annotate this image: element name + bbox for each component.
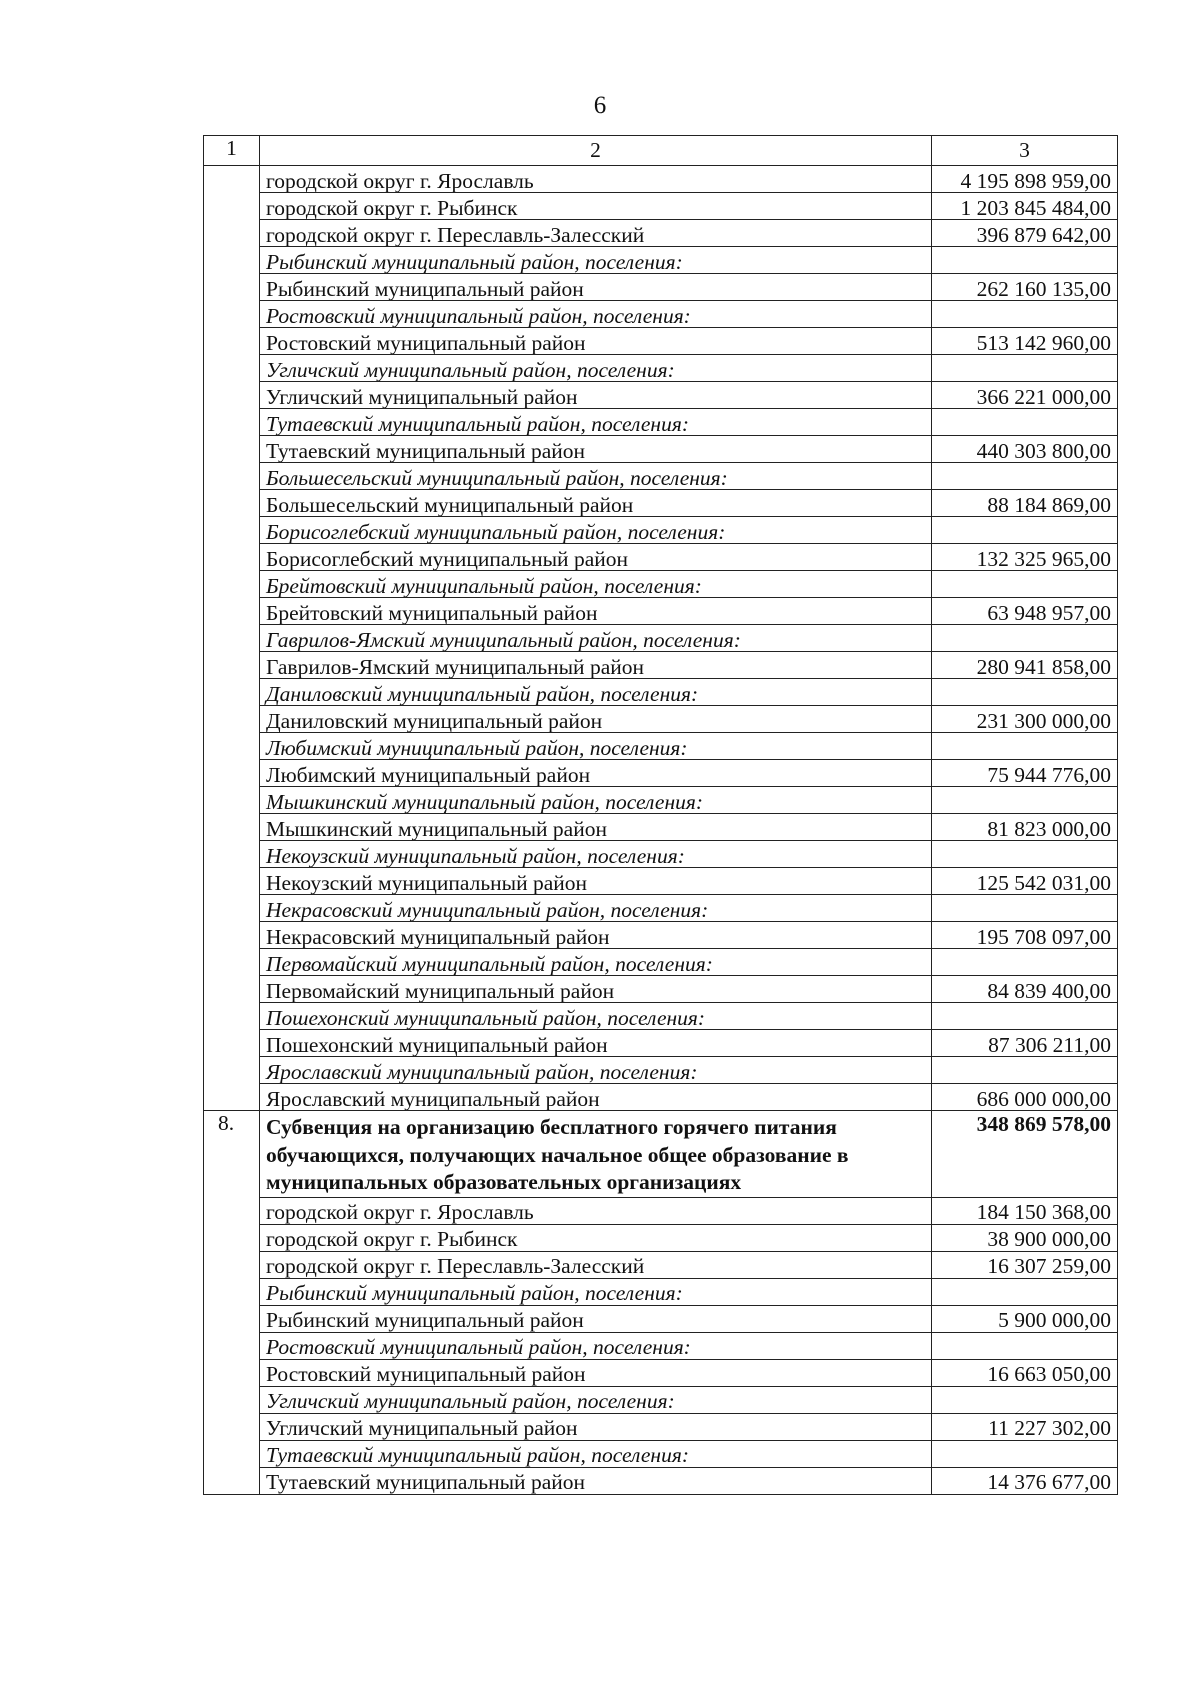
- group-heading-row: [204, 1003, 1118, 1030]
- row-number-cell: [204, 355, 260, 382]
- table-row: [204, 1413, 1118, 1440]
- table-row: [204, 652, 1118, 679]
- row-number-cell: [204, 787, 260, 814]
- row-amount-cell: [932, 571, 1118, 598]
- table-row: [204, 760, 1118, 787]
- row-name-cell: Ярославский муниципальный район: [260, 1084, 932, 1111]
- row-number-cell: [204, 1084, 260, 1111]
- row-amount-cell: [932, 463, 1118, 490]
- row-name-cell: Тутаевский муниципальный район, поселения:: [260, 409, 932, 436]
- row-number-cell: [204, 544, 260, 571]
- row-amount-cell: 5 900 000,00: [932, 1305, 1118, 1332]
- row-amount-cell: 231 300 000,00: [932, 706, 1118, 733]
- row-number-cell: [204, 760, 260, 787]
- row-number-cell: [204, 1197, 260, 1224]
- group-heading-row: [204, 355, 1118, 382]
- table-row: [204, 1084, 1118, 1111]
- row-name-cell: Ростовский муниципальный район, поселения:: [260, 1332, 932, 1359]
- table-row: [204, 436, 1118, 463]
- table-row: [204, 1197, 1118, 1224]
- group-heading-row: [204, 949, 1118, 976]
- row-amount-cell: [932, 1332, 1118, 1359]
- row-amount-cell: 14 376 677,00: [932, 1467, 1118, 1494]
- row-amount-cell: 4 195 898 959,00: [932, 166, 1118, 193]
- row-amount-cell: 366 221 000,00: [932, 382, 1118, 409]
- row-name-cell: Рыбинский муниципальный район, поселения:: [260, 1278, 932, 1305]
- row-amount-cell: 11 227 302,00: [932, 1413, 1118, 1440]
- table-row: [204, 544, 1118, 571]
- row-name-cell: городской округ г. Ярославль: [260, 1197, 932, 1224]
- budget-table: [203, 135, 1118, 1495]
- row-amount-cell: [932, 517, 1118, 544]
- row-number-cell: [204, 1278, 260, 1305]
- group-heading-row: [204, 1278, 1118, 1305]
- row-name-cell: Любимский муниципальный район: [260, 760, 932, 787]
- row-number-cell: [204, 1057, 260, 1084]
- row-amount-cell: 184 150 368,00: [932, 1197, 1118, 1224]
- row-amount-cell: [932, 949, 1118, 976]
- group-heading-row: [204, 1440, 1118, 1467]
- table-row: [204, 1359, 1118, 1386]
- row-name-cell: Борисоглебский муниципальный район, поселения:: [260, 517, 932, 544]
- page-number: 6: [593, 92, 607, 119]
- row-amount-cell: 81 823 000,00: [932, 814, 1118, 841]
- row-amount-cell: [932, 301, 1118, 328]
- row-name-cell: Угличский муниципальный район: [260, 1413, 932, 1440]
- table-row: [204, 1030, 1118, 1057]
- table-row: [204, 490, 1118, 517]
- row-name-cell: Даниловский муниципальный район: [260, 706, 932, 733]
- column-header-name: 2: [260, 136, 932, 166]
- row-number-cell: [204, 1251, 260, 1278]
- table-body: [204, 136, 1118, 1495]
- row-name-cell: Тутаевский муниципальный район, поселения:: [260, 1440, 932, 1467]
- row-number-cell: [204, 733, 260, 760]
- group-heading-row: [204, 733, 1118, 760]
- row-amount-cell: 38 900 000,00: [932, 1224, 1118, 1251]
- row-name-cell: Ростовский муниципальный район, поселения:: [260, 301, 932, 328]
- column-header-number: 1: [204, 136, 260, 166]
- row-name-cell: Рыбинский муниципальный район: [260, 274, 932, 301]
- row-name-cell: Брейтовский муниципальный район: [260, 598, 932, 625]
- row-amount-cell: 87 306 211,00: [932, 1030, 1118, 1057]
- row-name-cell: Некрасовский муниципальный район, поселения:: [260, 895, 932, 922]
- table-row: [204, 1305, 1118, 1332]
- row-name-cell: Большесельский муниципальный район, поселения:: [260, 463, 932, 490]
- row-amount-cell: [932, 733, 1118, 760]
- row-number-cell: [204, 1467, 260, 1494]
- row-amount-cell: [932, 1057, 1118, 1084]
- row-amount-cell: [932, 1003, 1118, 1030]
- row-amount-cell: 84 839 400,00: [932, 976, 1118, 1003]
- row-name-cell: Пошехонский муниципальный район: [260, 1030, 932, 1057]
- table-row: [204, 328, 1118, 355]
- row-amount-cell: [932, 1278, 1118, 1305]
- row-number-cell: [204, 598, 260, 625]
- row-name-cell: Большесельский муниципальный район: [260, 490, 932, 517]
- group-heading-row: [204, 625, 1118, 652]
- row-name-cell: Субвенция на организацию бесплатного горячего питания обучающихся, получающих начальное общее образование в муниципальных образовательных организациях: [260, 1111, 932, 1198]
- row-number-cell: [204, 1359, 260, 1386]
- row-name-cell: Первомайский муниципальный район, поселения:: [260, 949, 932, 976]
- row-name-cell: Некоузский муниципальный район, поселения:: [260, 841, 932, 868]
- row-number-cell: [204, 1332, 260, 1359]
- group-heading-row: [204, 301, 1118, 328]
- group-heading-row: [204, 409, 1118, 436]
- row-amount-cell: [932, 625, 1118, 652]
- row-number-cell: [204, 868, 260, 895]
- row-number-cell: [204, 193, 260, 220]
- row-name-cell: Борисоглебский муниципальный район: [260, 544, 932, 571]
- row-name-cell: Угличский муниципальный район, поселения:: [260, 355, 932, 382]
- row-name-cell: Некрасовский муниципальный район: [260, 922, 932, 949]
- row-amount-cell: 63 948 957,00: [932, 598, 1118, 625]
- group-heading-row: [204, 841, 1118, 868]
- table-row: [204, 193, 1118, 220]
- row-number-cell: [204, 1413, 260, 1440]
- row-name-cell: Угличский муниципальный район: [260, 382, 932, 409]
- row-name-cell: Пошехонский муниципальный район, поселения:: [260, 1003, 932, 1030]
- row-name-cell: Даниловский муниципальный район, поселения:: [260, 679, 932, 706]
- row-number-cell: [204, 841, 260, 868]
- row-amount-cell: 396 879 642,00: [932, 220, 1118, 247]
- row-number-cell: [204, 274, 260, 301]
- table-row: [204, 166, 1118, 193]
- row-number-cell: [204, 625, 260, 652]
- row-number-cell: [204, 436, 260, 463]
- row-number-cell: [204, 220, 260, 247]
- group-heading-row: [204, 1057, 1118, 1084]
- row-name-cell: Рыбинский муниципальный район: [260, 1305, 932, 1332]
- table-row: [204, 814, 1118, 841]
- group-heading-row: [204, 1332, 1118, 1359]
- column-header-amount: 3: [932, 136, 1118, 166]
- row-amount-cell: [932, 409, 1118, 436]
- row-number-cell: [204, 382, 260, 409]
- row-name-cell: городской округ г. Переславль-Залесский: [260, 220, 932, 247]
- row-amount-cell: 280 941 858,00: [932, 652, 1118, 679]
- row-amount-cell: 132 325 965,00: [932, 544, 1118, 571]
- row-name-cell: Рыбинский муниципальный район, поселения:: [260, 247, 932, 274]
- row-amount-cell: 440 303 800,00: [932, 436, 1118, 463]
- row-number-cell: [204, 166, 260, 193]
- row-name-cell: городской округ г. Переславль-Залесский: [260, 1251, 932, 1278]
- row-number-cell: [204, 490, 260, 517]
- table-row: [204, 220, 1118, 247]
- row-number-cell: [204, 814, 260, 841]
- group-heading-row: [204, 463, 1118, 490]
- row-number-cell: [204, 706, 260, 733]
- row-number-cell: [204, 949, 260, 976]
- row-amount-cell: [932, 787, 1118, 814]
- group-heading-row: [204, 895, 1118, 922]
- row-number-cell: [204, 328, 260, 355]
- row-name-cell: Мышкинский муниципальный район: [260, 814, 932, 841]
- row-number-cell: [204, 1003, 260, 1030]
- row-name-cell: Любимский муниципальный район, поселения:: [260, 733, 932, 760]
- table-header-row: [204, 136, 1118, 166]
- row-amount-cell: [932, 679, 1118, 706]
- row-amount-cell: [932, 247, 1118, 274]
- row-number-cell: [204, 517, 260, 544]
- row-name-cell: Мышкинский муниципальный район, поселения:: [260, 787, 932, 814]
- table-row: [204, 382, 1118, 409]
- table-row: [204, 1224, 1118, 1251]
- row-number-cell: [204, 1030, 260, 1057]
- row-number-cell: [204, 922, 260, 949]
- row-name-cell: Ростовский муниципальный район: [260, 1359, 932, 1386]
- row-name-cell: городской округ г. Ярославль: [260, 166, 932, 193]
- table-row: [204, 706, 1118, 733]
- row-amount-cell: 16 663 050,00: [932, 1359, 1118, 1386]
- section-row: [204, 1111, 1118, 1198]
- group-heading-row: [204, 571, 1118, 598]
- row-name-cell: Первомайский муниципальный район: [260, 976, 932, 1003]
- table-row: [204, 598, 1118, 625]
- group-heading-row: [204, 247, 1118, 274]
- row-amount-cell: [932, 1386, 1118, 1413]
- table-row: [204, 1467, 1118, 1494]
- row-number-cell: [204, 679, 260, 706]
- row-amount-cell: [932, 355, 1118, 382]
- row-amount-cell: 125 542 031,00: [932, 868, 1118, 895]
- row-number-cell: 8.: [204, 1111, 260, 1198]
- row-number-cell: [204, 1386, 260, 1413]
- row-amount-cell: 16 307 259,00: [932, 1251, 1118, 1278]
- row-name-cell: Гаврилов-Ямский муниципальный район: [260, 652, 932, 679]
- row-amount-cell: 88 184 869,00: [932, 490, 1118, 517]
- row-amount-cell: 1 203 845 484,00: [932, 193, 1118, 220]
- table-row: [204, 1251, 1118, 1278]
- row-name-cell: Брейтовский муниципальный район, поселения:: [260, 571, 932, 598]
- table-row: [204, 868, 1118, 895]
- row-name-cell: Ростовский муниципальный район: [260, 328, 932, 355]
- row-name-cell: Тутаевский муниципальный район: [260, 1467, 932, 1494]
- row-number-cell: [204, 1305, 260, 1332]
- row-name-cell: городской округ г. Рыбинск: [260, 193, 932, 220]
- row-name-cell: городской округ г. Рыбинск: [260, 1224, 932, 1251]
- row-amount-cell: [932, 1440, 1118, 1467]
- group-heading-row: [204, 679, 1118, 706]
- row-amount-cell: 195 708 097,00: [932, 922, 1118, 949]
- row-number-cell: [204, 571, 260, 598]
- row-name-cell: Тутаевский муниципальный район: [260, 436, 932, 463]
- row-amount-cell: [932, 895, 1118, 922]
- row-number-cell: [204, 976, 260, 1003]
- row-number-cell: [204, 463, 260, 490]
- row-number-cell: [204, 247, 260, 274]
- row-amount-cell: 686 000 000,00: [932, 1084, 1118, 1111]
- row-number-cell: [204, 652, 260, 679]
- group-heading-row: [204, 517, 1118, 544]
- row-number-cell: [204, 301, 260, 328]
- row-name-cell: Ярославский муниципальный район, поселения:: [260, 1057, 932, 1084]
- row-name-cell: Гаврилов-Ямский муниципальный район, поселения:: [260, 625, 932, 652]
- row-name-cell: Угличский муниципальный район, поселения:: [260, 1386, 932, 1413]
- table-row: [204, 976, 1118, 1003]
- row-amount-cell: 348 869 578,00: [932, 1111, 1118, 1198]
- group-heading-row: [204, 1386, 1118, 1413]
- group-heading-row: [204, 787, 1118, 814]
- row-amount-cell: 75 944 776,00: [932, 760, 1118, 787]
- row-number-cell: [204, 895, 260, 922]
- row-number-cell: [204, 409, 260, 436]
- table-row: [204, 922, 1118, 949]
- row-number-cell: [204, 1224, 260, 1251]
- row-name-cell: Некоузский муниципальный район: [260, 868, 932, 895]
- table-row: [204, 274, 1118, 301]
- row-amount-cell: [932, 841, 1118, 868]
- row-amount-cell: 513 142 960,00: [932, 328, 1118, 355]
- row-number-cell: [204, 1440, 260, 1467]
- row-amount-cell: 262 160 135,00: [932, 274, 1118, 301]
